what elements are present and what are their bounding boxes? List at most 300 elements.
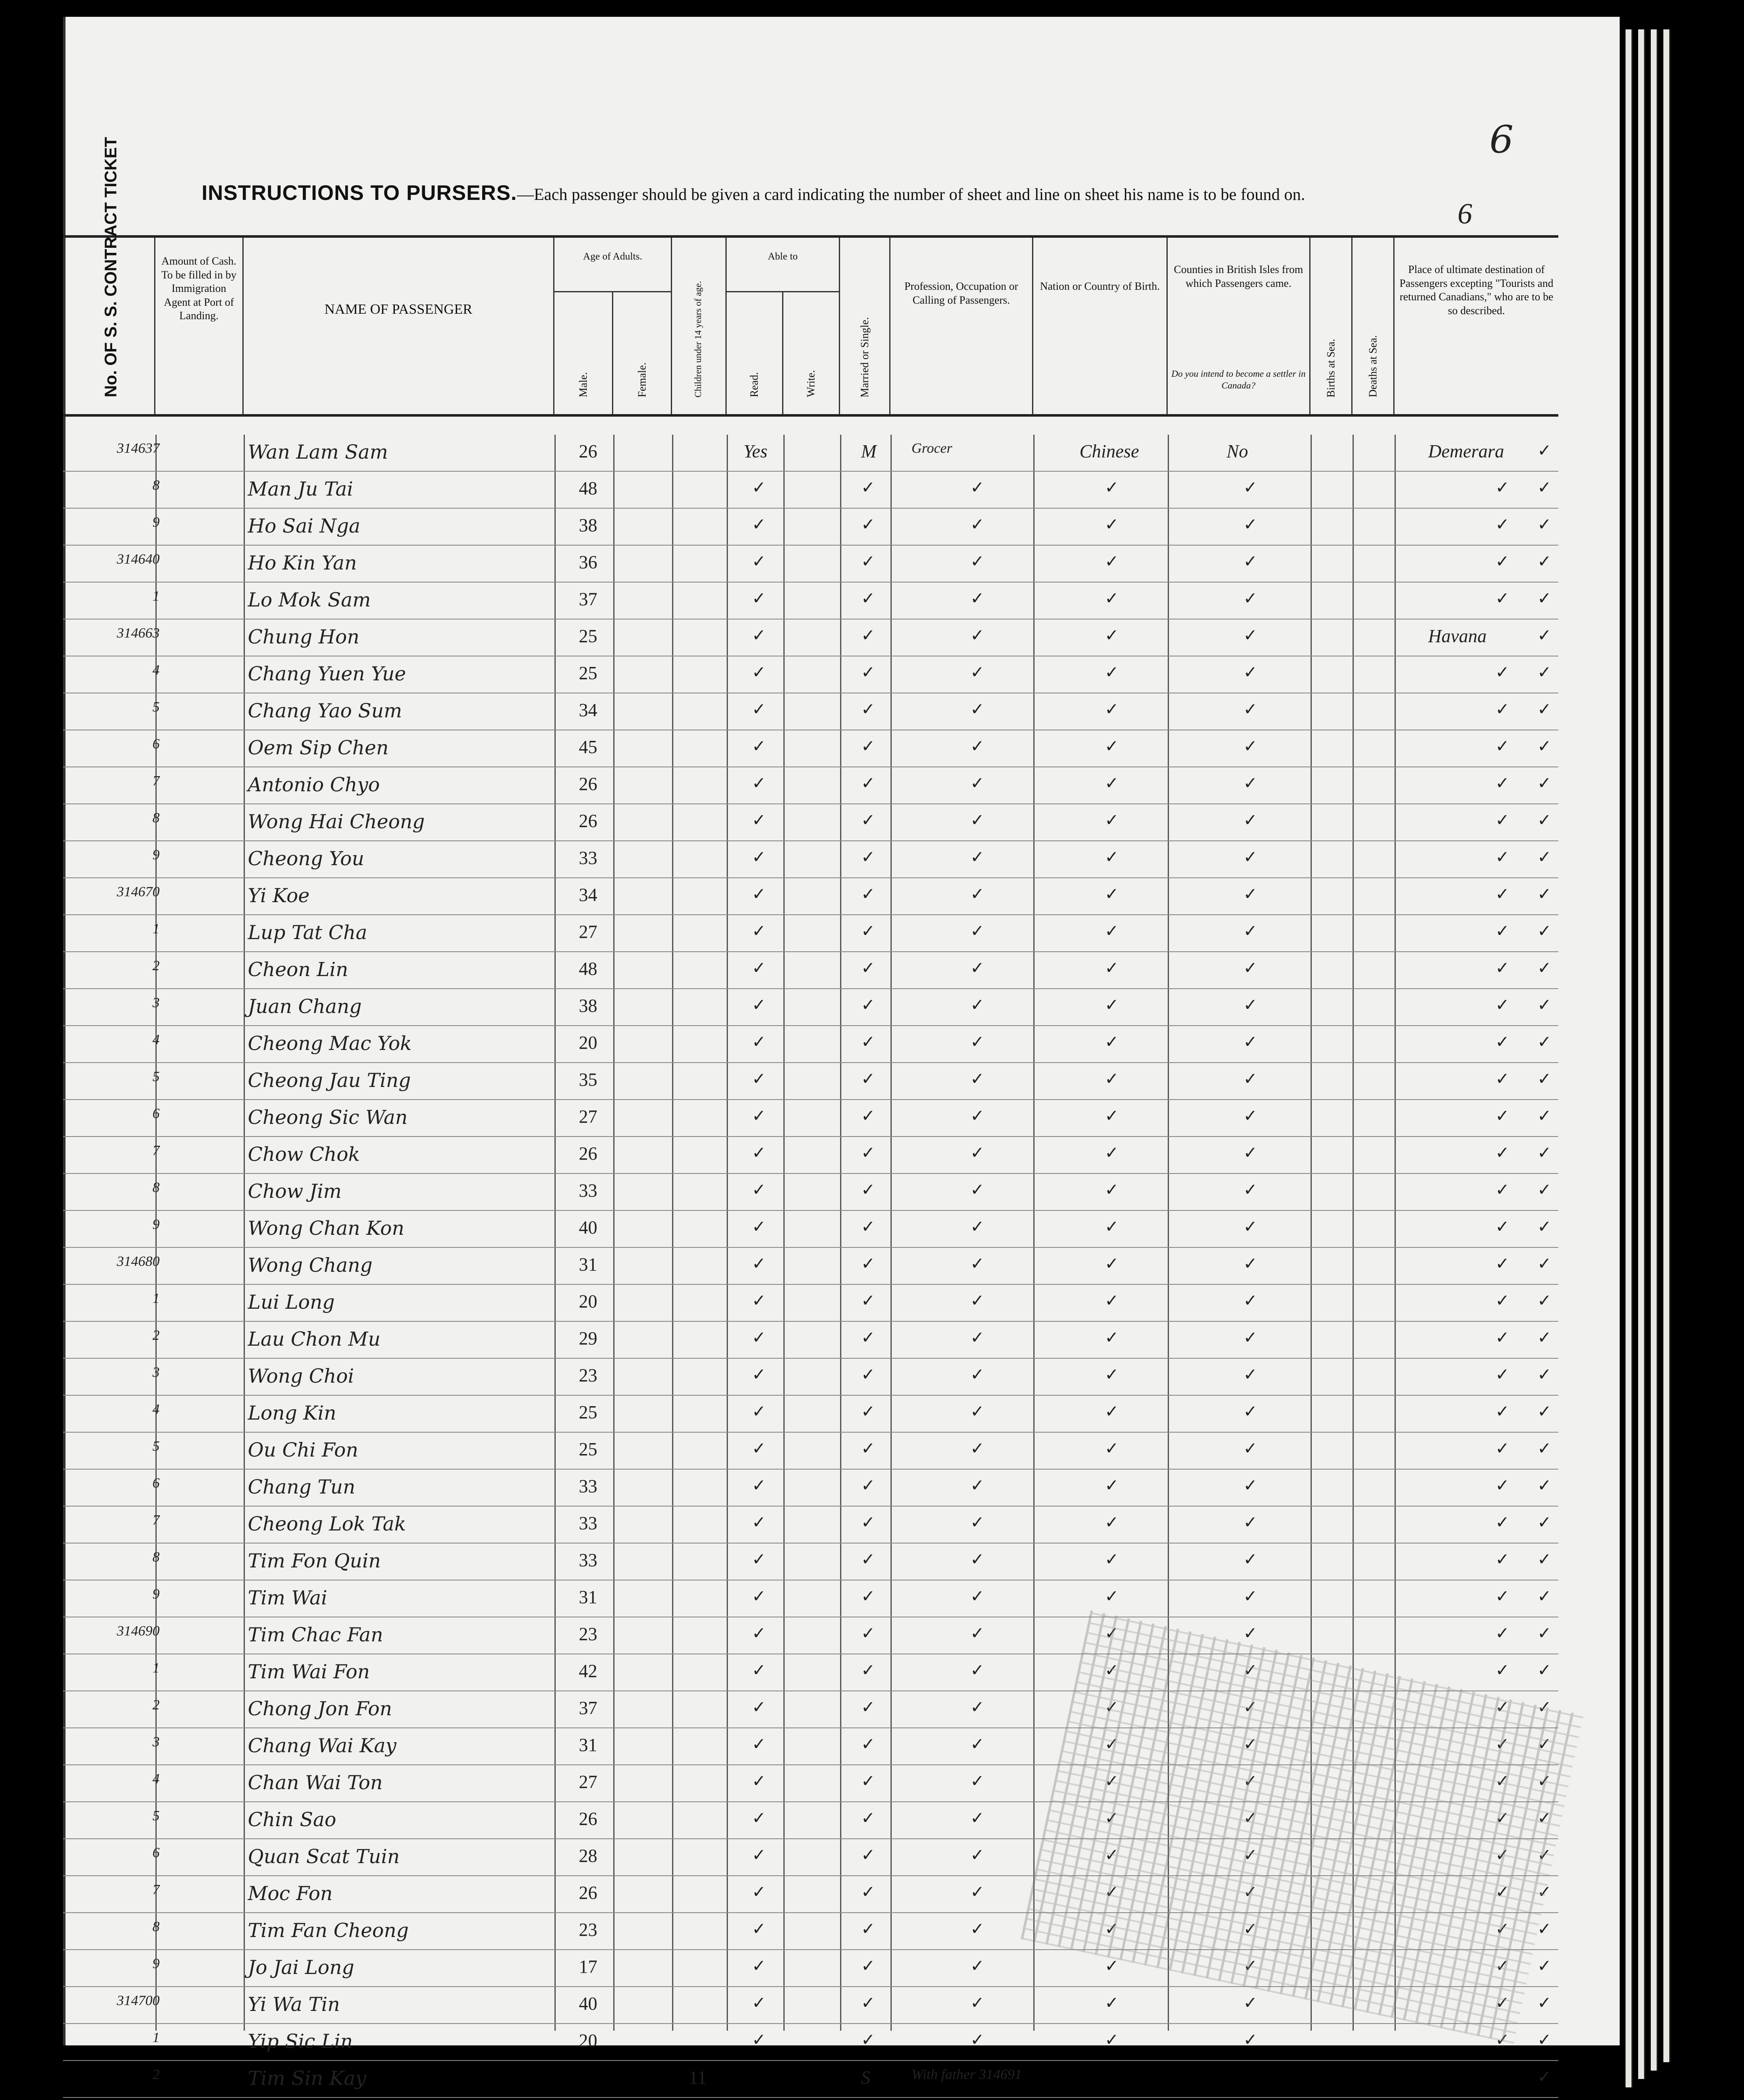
row-end-mark: ✓ — [1537, 1439, 1552, 1458]
ditto-mark: ✓ — [1495, 1143, 1510, 1162]
ditto-mark: ✓ — [1243, 1735, 1258, 1754]
ditto-mark: ✓ — [970, 848, 985, 866]
passenger-name: Chin Sao — [248, 1808, 336, 1831]
ditto-mark: ✓ — [1243, 958, 1258, 977]
header-write — [783, 292, 840, 414]
ditto-mark: ✓ — [1495, 1550, 1510, 1569]
header-name — [244, 238, 554, 414]
row-end-mark: ✓ — [1537, 1809, 1552, 1827]
ticket-number: 4 — [152, 1032, 160, 1047]
ditto-mark: ✓ — [1243, 552, 1258, 571]
ditto-mark: ✓ — [752, 995, 766, 1014]
row-end-mark: ✓ — [1537, 515, 1552, 534]
passenger-name: Chang Yao Sum — [248, 699, 402, 722]
ditto-mark: ✓ — [1495, 921, 1510, 940]
header-children — [672, 238, 727, 414]
header-male-label: Male. — [577, 372, 589, 397]
ditto-mark: ✓ — [1105, 958, 1119, 977]
ditto-mark: ✓ — [1495, 1069, 1510, 1088]
ticket-number: 7 — [152, 1143, 160, 1158]
passenger-age: 33 — [579, 1513, 597, 1533]
ditto-mark: ✓ — [970, 1772, 985, 1790]
row-end-mark: ✓ — [1537, 1254, 1552, 1273]
ditto-mark: ✓ — [752, 1106, 766, 1125]
row-end-mark: ✓ — [1537, 1882, 1552, 1901]
ditto-mark: ✓ — [1495, 1328, 1510, 1347]
ditto-mark: ✓ — [752, 1476, 766, 1495]
passenger-age: 25 — [579, 1402, 597, 1423]
header-female — [613, 292, 672, 414]
ditto-mark: ✓ — [1243, 1956, 1258, 1975]
row-end-mark: ✓ — [1537, 441, 1552, 460]
ditto-mark: ✓ — [861, 1143, 875, 1162]
passenger-age: 36 — [579, 552, 597, 572]
header-age — [554, 238, 672, 414]
table-row — [63, 1137, 1558, 1174]
ditto-mark: ✓ — [1243, 921, 1258, 940]
table-row — [63, 1100, 1558, 1137]
passenger-name: Moc Fon — [248, 1882, 333, 1905]
ditto-mark: ✓ — [1243, 1809, 1258, 1827]
ditto-mark: ✓ — [1495, 1845, 1510, 1864]
ditto-mark: ✓ — [1495, 2030, 1510, 2049]
passenger-name: Oem Sip Chen — [248, 736, 389, 759]
passenger-name: Cheon Lin — [248, 958, 348, 981]
ditto-mark: ✓ — [1105, 663, 1119, 682]
passenger-age: 26 — [579, 811, 597, 831]
ditto-mark: ✓ — [1105, 848, 1119, 866]
table-row — [63, 952, 1558, 989]
ditto-mark: ✓ — [1495, 700, 1510, 719]
passenger-name: Yip Sic Lin — [248, 2030, 353, 2053]
ditto-mark: ✓ — [970, 921, 985, 940]
ticket-number: 314670 — [117, 884, 160, 900]
ditto-mark: ✓ — [1243, 1587, 1258, 1606]
row-end-mark: ✓ — [1537, 1735, 1552, 1754]
passenger-age: 38 — [579, 995, 597, 1016]
ditto-mark: ✓ — [861, 589, 875, 608]
passenger-age: 29 — [579, 1328, 597, 1349]
table-row — [63, 1174, 1558, 1211]
ditto-mark: ✓ — [752, 1624, 766, 1643]
ditto-mark: ✓ — [861, 995, 875, 1014]
ditto-mark: ✓ — [1243, 1402, 1258, 1421]
ditto-mark: ✓ — [1105, 515, 1119, 534]
ditto-mark: ✓ — [861, 885, 875, 903]
ditto-mark: ✓ — [970, 626, 985, 645]
passenger-name: Lo Mok Sam — [248, 588, 371, 611]
ditto-mark: ✓ — [1105, 1956, 1119, 1975]
ticket-number: 7 — [152, 1882, 160, 1898]
ditto-mark: ✓ — [861, 2030, 875, 2049]
ditto-mark: ✓ — [1105, 1698, 1119, 1717]
row-end-mark: ✓ — [1537, 1919, 1552, 1938]
page-edge — [1626, 29, 1633, 2087]
ditto-mark: ✓ — [1495, 589, 1510, 608]
ditto-mark: ✓ — [1105, 1217, 1119, 1236]
ticket-number: 5 — [152, 1438, 160, 1454]
table-row — [63, 804, 1558, 841]
table-row — [63, 656, 1558, 693]
ticket-number: 2 — [152, 2067, 160, 2082]
row-end-mark: ✓ — [1537, 1845, 1552, 1864]
ditto-mark: ✓ — [970, 1143, 985, 1162]
row-end-mark: ✓ — [1537, 1032, 1552, 1051]
header-read-label: Read. — [748, 372, 760, 397]
passenger-age: 34 — [579, 700, 597, 720]
ditto-mark: ✓ — [1495, 995, 1510, 1014]
passenger-age: 27 — [579, 921, 597, 942]
ditto-mark: ✓ — [861, 478, 875, 497]
ticket-number: 314690 — [117, 1623, 160, 1639]
ditto-mark: ✓ — [861, 1624, 875, 1643]
ditto-mark: ✓ — [1243, 626, 1258, 645]
ditto-mark: ✓ — [1105, 995, 1119, 1014]
ditto-mark: ✓ — [1105, 1143, 1119, 1162]
ditto-mark: ✓ — [1105, 1180, 1119, 1199]
ditto-mark: ✓ — [1495, 1735, 1510, 1754]
ditto-mark: ✓ — [1105, 700, 1119, 719]
passenger-age: 42 — [579, 1661, 597, 1681]
ditto-mark: ✓ — [752, 1919, 766, 1938]
ditto-mark: ✓ — [1105, 1661, 1119, 1680]
children-count: 11 — [689, 2067, 707, 2088]
row-end-mark: ✓ — [1537, 1217, 1552, 1236]
ticket-number: 8 — [152, 478, 160, 493]
table-row — [63, 2061, 1558, 2098]
ticket-number: 9 — [152, 1217, 160, 1232]
ditto-mark: ✓ — [861, 1993, 875, 2012]
ditto-mark: ✓ — [970, 700, 985, 719]
ditto-mark: ✓ — [1105, 1587, 1119, 1606]
ditto-mark: ✓ — [1495, 1476, 1510, 1495]
ticket-number: 4 — [152, 1402, 160, 1417]
ditto-mark: ✓ — [861, 921, 875, 940]
ditto-mark: ✓ — [970, 811, 985, 830]
table-row — [63, 620, 1558, 656]
ditto-mark: ✓ — [970, 1180, 985, 1199]
ditto-mark: ✓ — [1105, 1106, 1119, 1125]
ditto-mark: ✓ — [861, 1698, 875, 1717]
passenger-age: 48 — [579, 478, 597, 499]
ditto-mark: ✓ — [861, 774, 875, 793]
passenger-name: Yi Wa Tin — [248, 1993, 340, 2016]
ditto-mark: ✓ — [861, 1217, 875, 1236]
ditto-mark: ✓ — [861, 1809, 875, 1827]
ditto-mark: ✓ — [970, 478, 985, 497]
ditto-mark: ✓ — [752, 1993, 766, 2012]
table-row — [63, 767, 1558, 804]
ticket-number: 2 — [152, 1328, 160, 1343]
destination-value: Havana — [1428, 626, 1487, 646]
header-married-label: Married or Single. — [858, 317, 871, 397]
passenger-age: 33 — [579, 1180, 597, 1201]
page-edge — [1638, 29, 1645, 2079]
table-row — [63, 841, 1558, 878]
ditto-mark: ✓ — [1105, 1624, 1119, 1643]
ditto-mark: ✓ — [752, 1698, 766, 1717]
table-row — [63, 1285, 1558, 1322]
table-row — [63, 1248, 1558, 1285]
ditto-mark: ✓ — [752, 1069, 766, 1088]
ditto-mark: ✓ — [861, 1919, 875, 1938]
table-row — [63, 472, 1558, 509]
table-row — [63, 509, 1558, 546]
ditto-mark: ✓ — [861, 700, 875, 719]
ditto-mark: ✓ — [1495, 1809, 1510, 1827]
ditto-mark: ✓ — [1495, 1513, 1510, 1532]
ditto-mark: ✓ — [1105, 885, 1119, 903]
ditto-mark: ✓ — [1495, 1180, 1510, 1199]
row-end-mark: ✓ — [1537, 1069, 1552, 1088]
passenger-age: 25 — [579, 1439, 597, 1460]
ditto-mark: ✓ — [1243, 811, 1258, 830]
ditto-mark: ✓ — [970, 1956, 985, 1975]
ditto-mark: ✓ — [1243, 1698, 1258, 1717]
ticket-number: 9 — [152, 1956, 160, 1971]
ditto-mark: ✓ — [752, 1365, 766, 1384]
header-deaths — [1353, 238, 1395, 414]
ticket-number: 4 — [152, 1771, 160, 1787]
ticket-number: 3 — [152, 1365, 160, 1380]
ditto-mark: ✓ — [970, 589, 985, 608]
ditto-mark: ✓ — [1495, 1698, 1510, 1717]
passenger-age: 27 — [579, 1106, 597, 1127]
ticket-number: 1 — [152, 921, 160, 937]
ticket-number: 6 — [152, 1475, 160, 1491]
ditto-mark: ✓ — [1495, 958, 1510, 977]
ditto-mark: ✓ — [861, 848, 875, 866]
ditto-mark: ✓ — [861, 663, 875, 682]
ditto-mark: ✓ — [1243, 1476, 1258, 1495]
row-end-mark: ✓ — [1537, 1402, 1552, 1421]
ticket-number: 6 — [152, 736, 160, 752]
ditto-mark: ✓ — [970, 1291, 985, 1310]
ditto-mark: ✓ — [1495, 737, 1510, 756]
row-end-mark: ✓ — [1537, 848, 1552, 866]
passenger-age: 48 — [579, 958, 597, 979]
passenger-age: 26 — [579, 1809, 597, 1829]
ticket-number: 6 — [152, 1106, 160, 1121]
ditto-mark: ✓ — [970, 1069, 985, 1088]
ditto-mark: ✓ — [1105, 589, 1119, 608]
passenger-age: 23 — [579, 1624, 597, 1644]
header-write-label: Write. — [805, 370, 817, 397]
ditto-mark: ✓ — [1243, 1069, 1258, 1088]
ditto-mark: ✓ — [752, 1180, 766, 1199]
ditto-mark: ✓ — [1495, 811, 1510, 830]
ditto-mark: ✓ — [752, 921, 766, 940]
ditto-mark: ✓ — [1243, 1919, 1258, 1938]
row-end-mark: ✓ — [1537, 811, 1552, 830]
ditto-mark: ✓ — [861, 1365, 875, 1384]
page-edge — [1651, 29, 1658, 2071]
ditto-mark: ✓ — [1243, 1365, 1258, 1384]
ditto-mark: ✓ — [752, 1513, 766, 1532]
passenger-age: 26 — [579, 1143, 597, 1164]
ditto-mark: ✓ — [752, 2030, 766, 2049]
ditto-mark: ✓ — [752, 1291, 766, 1310]
ditto-mark: ✓ — [752, 848, 766, 866]
ditto-mark: ✓ — [1105, 921, 1119, 940]
ditto-mark: ✓ — [861, 1032, 875, 1051]
ditto-mark: ✓ — [861, 1106, 875, 1125]
passenger-name: Chang Yuen Yue — [248, 662, 406, 685]
ticket-number: 314637 — [117, 441, 160, 456]
row-end-mark: ✓ — [1537, 1772, 1552, 1790]
ditto-mark: ✓ — [752, 1143, 766, 1162]
ditto-mark: ✓ — [752, 1587, 766, 1606]
ditto-mark: ✓ — [1105, 552, 1119, 571]
passenger-name: Cheong Jau Ting — [248, 1069, 411, 1092]
ditto-mark: ✓ — [1495, 1661, 1510, 1680]
ditto-mark: ✓ — [970, 1882, 985, 1901]
header-age-group: Age of Adults. — [554, 238, 672, 292]
ditto-mark: ✓ — [1105, 1032, 1119, 1051]
ditto-mark: ✓ — [1105, 1993, 1119, 2012]
ditto-mark: ✓ — [970, 885, 985, 903]
passenger-age: 17 — [579, 1956, 597, 1977]
ditto-mark: ✓ — [1243, 848, 1258, 866]
ditto-mark: ✓ — [970, 1032, 985, 1051]
table-row — [63, 989, 1558, 1026]
header-nation — [1033, 238, 1168, 414]
ticket-number: 314663 — [117, 625, 160, 641]
ticket-number: 3 — [152, 995, 160, 1011]
ditto-mark: ✓ — [970, 1698, 985, 1717]
ditto-mark: ✓ — [970, 1993, 985, 2012]
ditto-mark: ✓ — [970, 737, 985, 756]
table-row — [63, 1063, 1558, 1100]
ditto-mark: ✓ — [1243, 700, 1258, 719]
ditto-mark: ✓ — [1105, 1254, 1119, 1273]
row-end-mark: ✓ — [1537, 700, 1552, 719]
row-end-mark: ✓ — [1537, 626, 1552, 645]
ditto-mark: ✓ — [861, 1550, 875, 1569]
ditto-mark: ✓ — [752, 774, 766, 793]
ditto-mark: ✓ — [752, 1809, 766, 1827]
ticket-number: 6 — [152, 1845, 160, 1861]
passenger-age: 27 — [579, 1772, 597, 1792]
table-row — [63, 435, 1558, 472]
ditto-mark: ✓ — [752, 958, 766, 977]
table-row — [63, 878, 1558, 915]
ditto-mark: ✓ — [1495, 478, 1510, 497]
passenger-name: Tim Fan Cheong — [248, 1919, 409, 1942]
ditto-mark: ✓ — [970, 958, 985, 977]
ticket-number: 3 — [152, 1734, 160, 1750]
ditto-mark: ✓ — [1243, 1661, 1258, 1680]
table-row — [63, 1396, 1558, 1433]
ditto-mark: ✓ — [752, 589, 766, 608]
ticket-number: 314640 — [117, 551, 160, 567]
row-end-mark: ✓ — [1537, 1365, 1552, 1384]
header-female-label: Female. — [636, 362, 648, 397]
passenger-name: Wong Choi — [248, 1365, 354, 1387]
handwritten-sheet-mark: 6 — [1458, 198, 1472, 230]
ditto-mark: ✓ — [1243, 1624, 1258, 1643]
ticket-number: 7 — [152, 1512, 160, 1528]
ditto-mark: ✓ — [970, 1919, 985, 1938]
passenger-name: Wong Chan Kon — [248, 1217, 404, 1239]
ditto-mark: ✓ — [752, 1402, 766, 1421]
passenger-name: Yi Koe — [248, 884, 310, 907]
header-ticket-label: No. OF S. S. CONTRACT TICKET — [101, 137, 120, 397]
table-row — [63, 583, 1558, 620]
ditto-mark: ✓ — [970, 1809, 985, 1827]
ticket-number: 7 — [152, 773, 160, 789]
ditto-mark: ✓ — [1495, 774, 1510, 793]
ditto-mark: ✓ — [1243, 589, 1258, 608]
ticket-number: 2 — [152, 958, 160, 974]
passenger-age: 40 — [579, 1217, 597, 1238]
ditto-mark: ✓ — [861, 626, 875, 645]
instructions-title: INSTRUCTIONS TO PURSERS. — [202, 181, 517, 205]
table-row — [63, 1026, 1558, 1063]
ditto-mark: ✓ — [752, 1661, 766, 1680]
ditto-mark: ✓ — [861, 1772, 875, 1790]
ditto-mark: ✓ — [970, 1550, 985, 1569]
passenger-name: Tim Wai — [248, 1586, 328, 1609]
ditto-mark: ✓ — [752, 700, 766, 719]
profession-value: With father 314691 — [911, 2067, 1022, 2082]
table-row — [63, 915, 1558, 952]
passenger-name: Chow Jim — [248, 1180, 342, 1202]
row-end-mark: ✓ — [1537, 2030, 1552, 2049]
ditto-mark: ✓ — [1495, 1956, 1510, 1975]
ditto-mark: ✓ — [752, 1735, 766, 1754]
ditto-mark: ✓ — [1243, 1772, 1258, 1790]
ditto-mark: ✓ — [1243, 1550, 1258, 1569]
passenger-name: Quan Scat Tuin — [248, 1845, 400, 1868]
passenger-age: 31 — [579, 1587, 597, 1607]
ditto-mark: ✓ — [1105, 1402, 1119, 1421]
passenger-age: 37 — [579, 1698, 597, 1718]
settler-value: No — [1227, 441, 1248, 462]
passenger-name: Tim Sin Kay — [248, 2067, 366, 2090]
ditto-mark: ✓ — [1105, 1809, 1119, 1827]
row-end-mark: ✓ — [1537, 921, 1552, 940]
row-end-mark: ✓ — [1537, 1513, 1552, 1532]
ditto-mark: ✓ — [970, 2030, 985, 2049]
row-end-mark: ✓ — [1537, 589, 1552, 608]
ditto-mark: ✓ — [970, 1365, 985, 1384]
row-end-mark: ✓ — [1537, 1993, 1552, 2012]
ditto-mark: ✓ — [1243, 995, 1258, 1014]
ditto-mark: ✓ — [861, 515, 875, 534]
ditto-mark: ✓ — [1495, 663, 1510, 682]
ticket-number: 314700 — [117, 1993, 160, 2008]
header-read — [727, 292, 783, 414]
row-end-mark: ✓ — [1537, 1550, 1552, 1569]
married-value: M — [861, 441, 877, 462]
header-births — [1311, 238, 1353, 414]
ticket-number: 1 — [152, 1660, 160, 1676]
ditto-mark: ✓ — [1495, 848, 1510, 866]
passenger-name: Juan Chang — [248, 995, 362, 1018]
row-end-mark: ✓ — [1537, 958, 1552, 977]
ditto-mark: ✓ — [970, 1513, 985, 1532]
ditto-mark: ✓ — [970, 774, 985, 793]
header-able-to: Able to — [727, 238, 840, 292]
ticket-number: 4 — [152, 662, 160, 678]
passenger-age: 25 — [579, 663, 597, 683]
ditto-mark: ✓ — [970, 1624, 985, 1643]
header-births-label: Births at Sea. — [1324, 339, 1337, 397]
ditto-mark: ✓ — [861, 1735, 875, 1754]
passenger-age: 45 — [579, 737, 597, 757]
row-end-mark: ✓ — [1537, 663, 1552, 682]
